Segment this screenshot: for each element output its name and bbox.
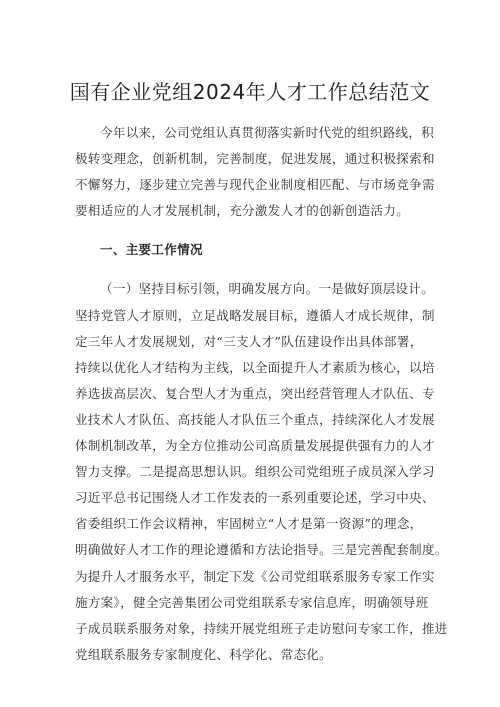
intro-paragraph [75,120,435,224]
paragraph-line: 明确做好人才工作的理论遵循和方法论指导。三是完善配套制度。 [75,542,448,558]
paragraph-line: 施方案》，健全完善集团公司党组联系专家信息库，明确领导班 [75,594,429,610]
paragraph-gap [75,224,435,237]
paragraph-line: 党组联系服务专家制度化、科学化、常态化。 [75,646,333,662]
intro-line: 极转变理念，创新机制，完善制度，促进发展，通过积极探索和 [75,151,435,167]
paragraph-line: 体制机制改革，为全方位推动公司高质量发展提供强有力的人才 [75,438,435,454]
paragraph-line: 持续以优化人才结构为主线，以全面提升人才素质为核心，以培 [75,359,435,375]
paragraph-line: 习近平总书记围绕人才工作发表的一系列重要论述，学习中央、 [75,490,435,506]
paragraph-line: 定三年人才发展规划，对“三支人才”队伍建设作出具体部署， [75,333,423,349]
paragraph-line: 养选拔高层次、复合型人才为重点，突出经营管理人才队伍、专 [75,385,435,401]
document-title: 国有企业党组2024年人才工作总结范文 [69,80,431,104]
paragraph-gap [75,263,435,276]
section-paragraph [75,276,448,667]
paragraph-line: 省委组织工作会议精神，牢固树立“人才是第一资源”的理念， [75,516,423,532]
document-body [75,120,448,668]
intro-line: 不懈努力，逐步建立完善与现代企业制度相匹配、与市场竞争需 [75,177,435,193]
paragraph-line: 业技术人才队伍、高技能人才队伍三个重点，持续深化人才发展 [75,411,435,427]
paragraph-line: 坚持党管人才原则，立足战略发展目标，遵循人才成长规律，制 [75,307,435,323]
paragraph-line: 子成员联系服务对象，持续开展党组班子走访慰问专家工作，推进 [75,620,448,636]
section-heading: 一、主要工作情况 [100,242,203,258]
paragraph-line: （一）坚持目标引领，明确发展方向。一是做好顶层设计。 [100,281,435,297]
intro-line: 要相适应的人才发展机制，充分激发人才的创新创造活力。 [75,203,410,219]
paragraph-line: 为提升人才服务水平，制定下发《公司党组联系服务专家工作实 [75,568,435,584]
paragraph-line: 智力支撑。二是提高思想认识。组织公司党组班子成员深入学习 [75,464,435,480]
intro-line: 今年以来，公司党组认真贯彻落实新时代党的组织路线，积 [100,125,435,140]
